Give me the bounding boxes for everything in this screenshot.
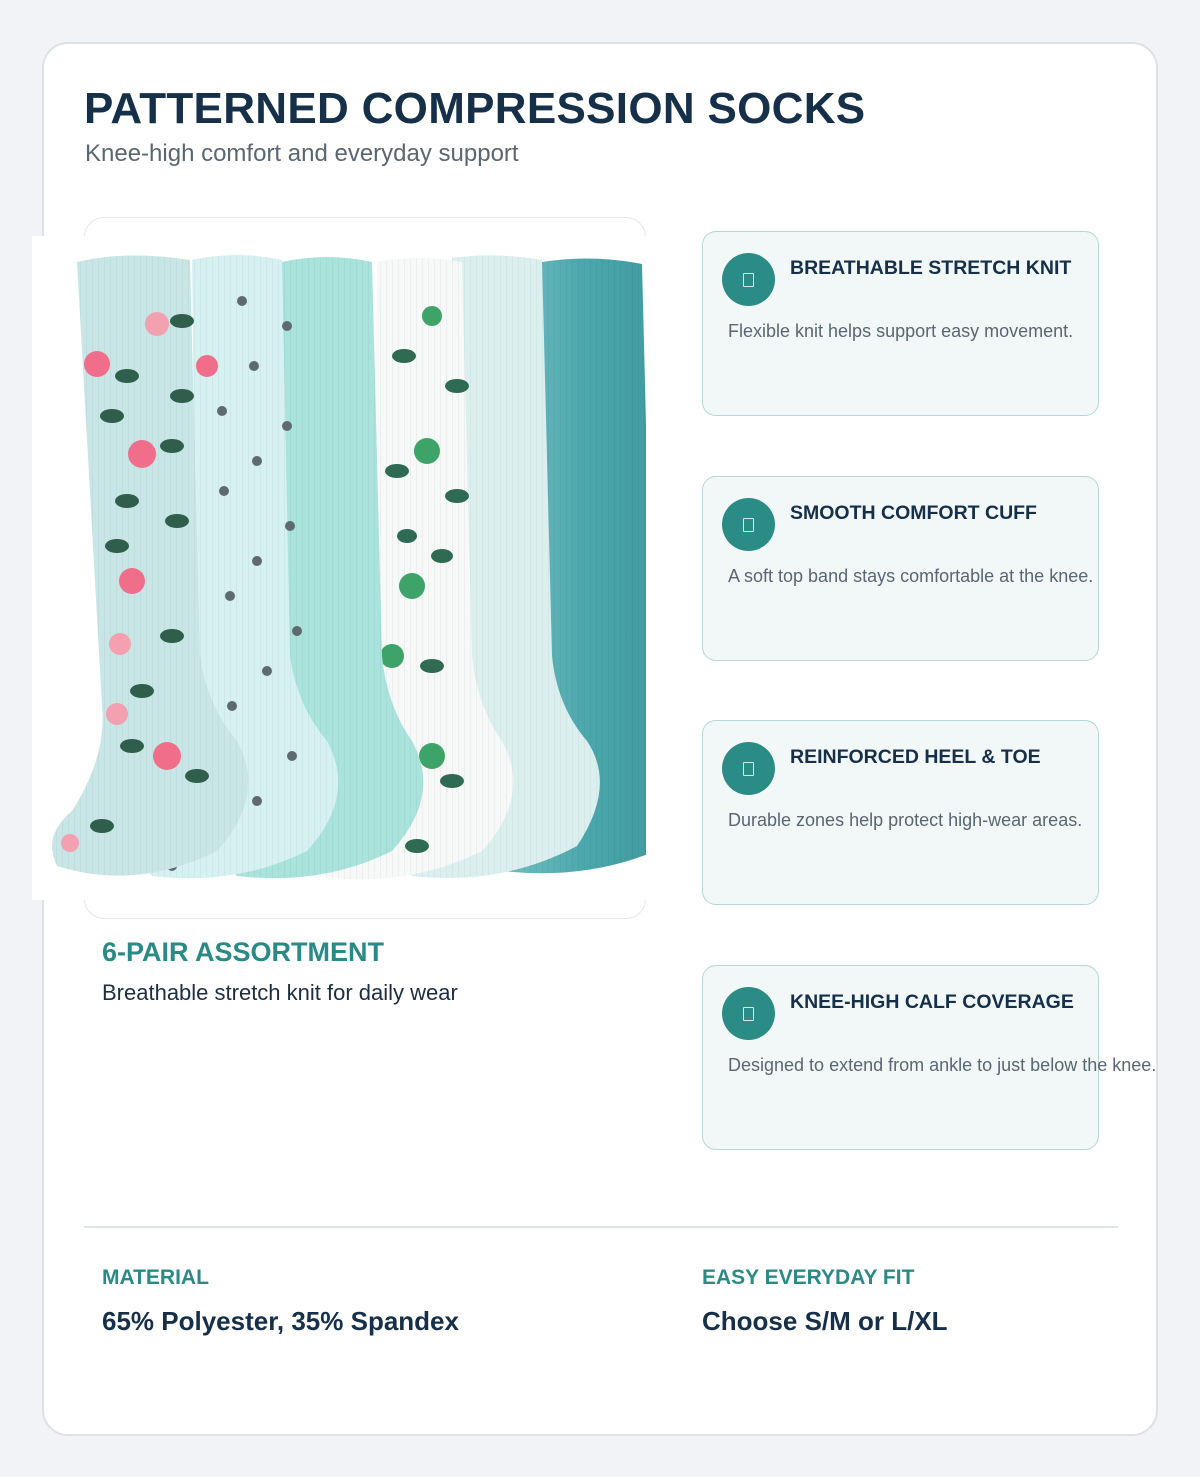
feature-description: Flexible knit helps support easy movement.	[728, 321, 1074, 341]
feature-title: REINFORCED HEEL & TOE	[790, 746, 1041, 768]
section-divider	[84, 1226, 1118, 1228]
feature-card-breathable-knit	[702, 231, 1099, 416]
page-title: PATTERNED COMPRESSION SOCKS	[84, 84, 866, 133]
document-icon	[722, 253, 775, 306]
feature-title: KNEE-HIGH CALF COVERAGE	[790, 991, 1074, 1013]
feature-card-reinforced-heel-toe	[702, 720, 1099, 905]
page-subtitle: Knee-high comfort and everyday support	[85, 140, 519, 167]
feature-card-calf-coverage	[702, 965, 1157, 1150]
pack-title: 6-PAIR ASSORTMENT	[102, 937, 385, 967]
spec-label-material: MATERIAL	[102, 1266, 209, 1289]
spec-value-material: 65% Polyester, 35% Spandex	[102, 1306, 459, 1336]
product-photo	[32, 236, 646, 900]
document-icon	[722, 987, 775, 1040]
feature-description: Durable zones help protect high-wear areas.	[728, 810, 1083, 830]
document-icon	[722, 742, 775, 795]
feature-description: A soft top band stays comfortable at the knee.	[728, 566, 1094, 586]
feature-card-comfort-cuff	[702, 476, 1099, 661]
pack-description: Breathable stretch knit for daily wear	[102, 980, 458, 1005]
spec-value-fit: Choose S/M or L/XL	[702, 1306, 948, 1336]
document-icon	[722, 498, 775, 551]
feature-title: BREATHABLE STRETCH KNIT	[790, 257, 1072, 279]
spec-label-fit: EASY EVERYDAY FIT	[702, 1266, 915, 1289]
feature-title: SMOOTH COMFORT CUFF	[790, 502, 1037, 524]
feature-description: Designed to extend from ankle to just below the knee.	[728, 1055, 1157, 1075]
